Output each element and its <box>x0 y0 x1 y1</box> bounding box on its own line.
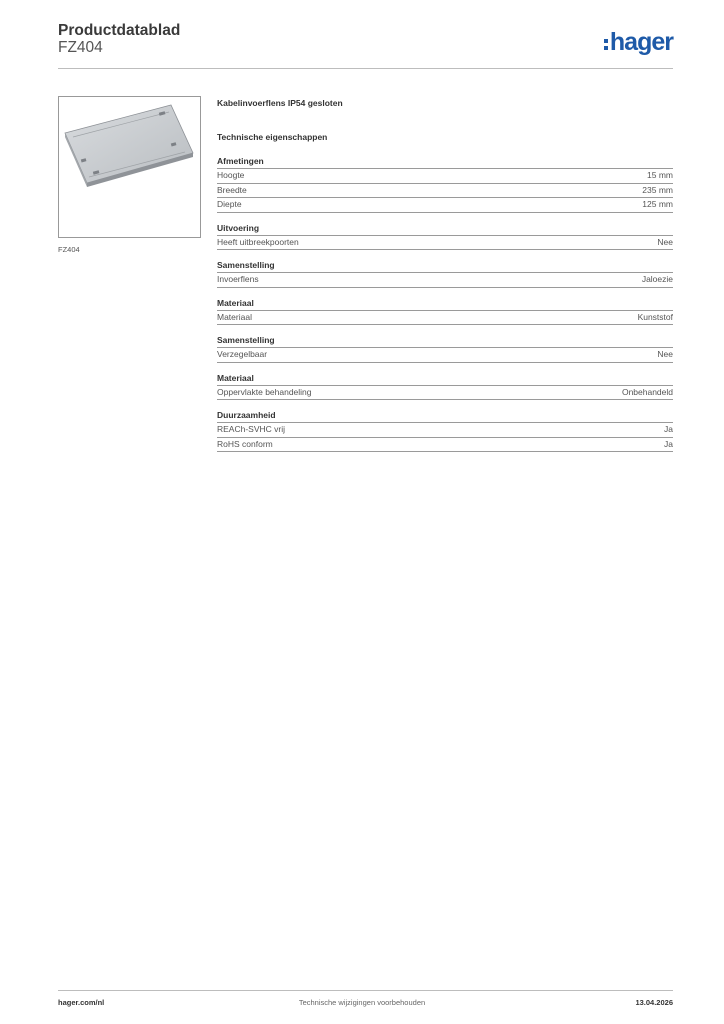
spec-row <box>217 311 673 326</box>
spec-label: Breedte <box>217 184 247 195</box>
spec-row <box>217 273 673 288</box>
spec-value: Onbehandeld <box>621 386 673 397</box>
footer-website-link[interactable]: hager.com/nl <box>58 998 105 1007</box>
spec-group <box>217 155 673 213</box>
spec-group <box>217 259 673 288</box>
spec-label: Materiaal <box>217 311 252 322</box>
spec-group <box>217 409 673 452</box>
group-title: Duurzaamheid <box>217 409 673 423</box>
footer-disclaimer: Technische wijzigingen voorbehouden <box>298 998 426 1007</box>
document-subtitle: FZ404 <box>58 39 103 56</box>
hager-logo <box>604 28 673 56</box>
group-title: Samenstelling <box>217 259 673 273</box>
spec-value: Jaloezie <box>641 274 673 284</box>
spec-row <box>217 438 673 453</box>
spec-value: Nee <box>657 349 673 359</box>
product-image <box>58 96 201 238</box>
spec-group <box>217 334 673 363</box>
spec-row <box>217 423 673 438</box>
spec-value: Ja <box>664 438 673 449</box>
footer-date: 13.04.2026 <box>635 998 673 1007</box>
spec-label: Hoogte <box>217 170 245 180</box>
spec-label: Invoerflens <box>217 274 259 284</box>
section-title: Technische eigenschappen <box>217 132 328 142</box>
group-title: Materiaal <box>217 372 673 386</box>
page-header <box>58 22 673 70</box>
spec-value: 15 mm <box>647 170 673 180</box>
group-title: Materiaal <box>217 297 673 311</box>
cable-flange-illustration-icon <box>59 97 200 237</box>
logo-dots-icon <box>604 39 608 50</box>
spec-group <box>217 297 673 326</box>
logo-text: hager <box>609 27 673 56</box>
header-divider <box>58 68 673 69</box>
spec-value: 235 mm <box>642 184 673 195</box>
footer-divider <box>58 990 673 991</box>
spec-row <box>217 169 673 184</box>
spec-row <box>217 236 673 251</box>
spec-label: REACh-SVHC vrij <box>217 424 286 434</box>
spec-row <box>217 386 673 401</box>
spec-value: 125 mm <box>642 199 673 209</box>
figure-caption: FZ404 <box>58 245 80 254</box>
spec-value: Ja <box>664 424 673 434</box>
spec-group <box>217 222 673 251</box>
spec-row <box>217 184 673 199</box>
spec-label: Verzegelbaar <box>217 349 268 359</box>
product-name: Kabelinvoerflens IP54 gesloten <box>217 98 343 108</box>
group-title: Afmetingen <box>217 155 673 169</box>
spec-value: Kunststof <box>637 311 673 322</box>
document-title: Productdatablad <box>58 22 181 39</box>
spec-label: Diepte <box>217 199 242 209</box>
group-title: Uitvoering <box>217 222 673 236</box>
spec-label: Oppervlakte behandeling <box>217 386 312 397</box>
specifications <box>217 96 673 452</box>
spec-value: Nee <box>657 236 673 247</box>
spec-row <box>217 348 673 363</box>
spec-group <box>217 372 673 401</box>
group-title: Samenstelling <box>217 334 673 348</box>
spec-label: Heeft uitbreekpoorten <box>217 236 299 247</box>
spec-row <box>217 198 673 213</box>
spec-label: RoHS conform <box>217 438 273 449</box>
